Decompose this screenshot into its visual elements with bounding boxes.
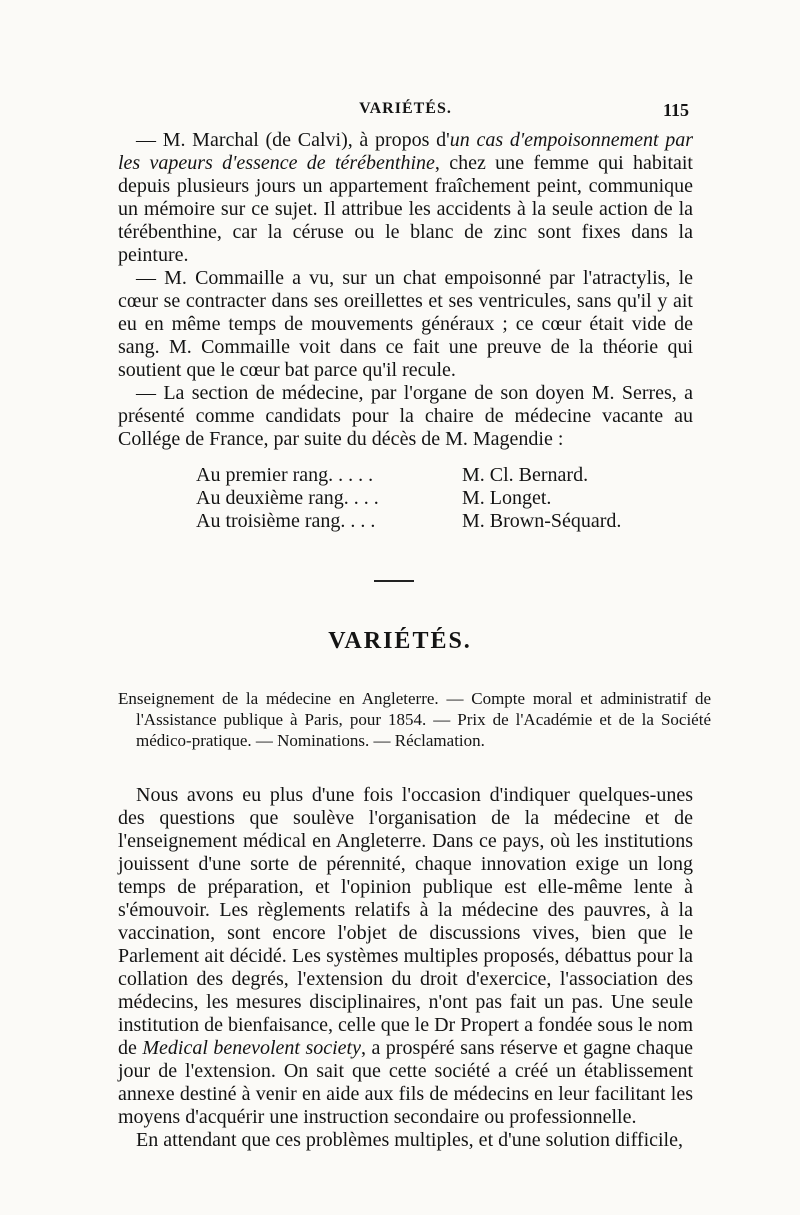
paragraph-angleterre-italic: Medical benevolent society — [142, 1037, 361, 1059]
section-summary: Enseignement de la médecine en Angleterre. — Compte moral et administratif de l'Assistance publique à Paris, pour 1854. — Prix de l'Académie et de la Société médico-pratique. — Nominations. — Réclamation. — [118, 689, 711, 750]
candidate-row — [196, 510, 656, 533]
paragraph-marchal-suffix: , chez une femme qui habitait depuis plusieurs jours un appartement fraîchement peint, communique un mémoire sur ce sujet. Il attribue les accidents à la seule action de la térébenthine, car la céruse ou le blanc de zinc sont fixes dans la peinture. — [118, 152, 693, 266]
page-number: 115 — [662, 100, 689, 120]
candidate-row — [196, 464, 656, 487]
section-title: VARIÉTÉS. — [328, 628, 472, 654]
candidate-rank: Au deuxième rang. . . . — [196, 487, 379, 509]
section-divider — [374, 580, 414, 582]
paragraph-angleterre-prefix: Nous avons eu plus d'une fois l'occasion d'indiquer quelques-unes des questions que soulève l'organisation de la médecine et de l'enseignement médical en Angleterre. Dans ce pays, où les institutions jouissent d'une sorte de pérennité, chaque innovation exige un long temps de préparation, et l'opinion publique est elle-même lente à s'émouvoir. Les règlements relatifs à la médecine des pauvres, à la vaccination, sont encore l'objet de discussions vives, bien que le Parlement ait décidé. Les systèmes multiples proposés, débattus pour la collation des degrés, l'extension du droit d'exercice, l'association des médecins, les mesures disciplinaires, n'ont pas fait un pas. Une seule institution de bienfaisance, celle que le Dr Propert a fondée sous le nom de — [118, 784, 693, 1059]
running-head — [118, 100, 693, 124]
paragraph-marchal — [118, 129, 693, 267]
candidate-rank: Au troisième rang. . . . — [196, 510, 376, 532]
bottom-text-block — [118, 784, 693, 1152]
paragraph-commaille: — M. Commaille a vu, sur un chat empoisonné par l'atractylis, le cœur se contracter dans ses oreillettes et ses ventricules, sans qu'il y ait eu en même temps de mouvements généraux ; ce cœur était vide de sang. M. Commaille voit dans ce fait une preuve de la théorie qui soutient que le cœur bat parce qu'il recule. — [118, 267, 693, 381]
candidate-row — [196, 487, 656, 510]
candidate-name: M. Longet. — [462, 487, 552, 509]
candidate-name: M. Cl. Bernard. — [462, 464, 589, 486]
paragraph-angleterre-suffix: , a prospéré sans réserve et gagne chaque jour de l'extension. On sait que cette société a créé un établissement annexe destiné à venir en aide aux fils de médecins en leur facilitant les moyens d'acquérir une instruction secondaire ou professionnelle. — [118, 1037, 693, 1128]
paragraph-en-attendant: En attendant que ces problèmes multiples, et d'une solution difficile, — [136, 1129, 683, 1151]
paragraph-section-medecine: — La section de médecine, par l'organe de son doyen M. Serres, a présenté comme candidats pour la chaire de médecine vacante au Collége de France, par suite du décès de M. Magendie : — [118, 382, 693, 450]
paragraph-marchal-italic: un cas d'empoisonnement par les vapeurs d'essence de térébenthine — [118, 129, 693, 174]
top-text-block — [118, 129, 693, 451]
candidates-list — [196, 464, 656, 533]
paragraph-marchal-prefix: — M. Marchal (de Calvi), à propos d' — [136, 129, 450, 151]
candidate-name: M. Brown-Séquard. — [462, 510, 622, 532]
paragraph-angleterre — [118, 784, 693, 1129]
running-head-title: VARIÉTÉS. — [359, 100, 452, 117]
candidate-rank: Au premier rang. . . . . — [196, 464, 374, 486]
